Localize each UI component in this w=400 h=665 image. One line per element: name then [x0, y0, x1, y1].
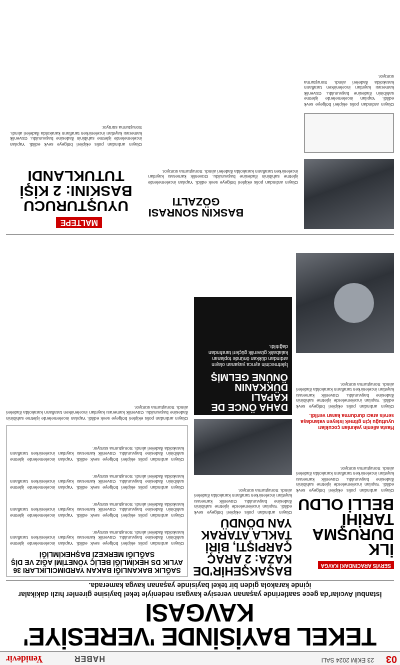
mid-story-body: Olayın ardından polis ekipleri bölgeye sevk edildi. Yapılan incelemelerde işletme sahibinin ifadesine başvuruldu. Güvenlik kamerası kayıtları incelenirken tarafların karakolda ifadeleri alındı. Soruşturma sürüyor. [194, 487, 292, 515]
ad-box [304, 113, 394, 153]
notice-body-1: Olayın ardından polis ekipleri bölgeye sevk edildi. Yapılan incelemelerde işletme sahibinin ifadesine başvuruldu. Güvenlik kamerası kayıtları incelenirken tarafların karakolda ifadeleri alındı. Soruşturma sürüyor. [10, 529, 184, 546]
lead-subhead: İstanbul Avcılar'da gece saatlerinde yaşanan veresiye kavgası nedeniyle tekel bayisine girenler hızlı dakikalar içinde karakola giden bir tekel bayisinde yaşanan kavga kamerada. [18, 581, 382, 597]
left-story-body: Olayın ardından polis ekipleri bölgeye sevk edildi. Yapılan incelemelerde işletme sahibinin ifadesine başvuruldu. Güvenlik kamerası kayıtları incelenirken tarafların karakolda ifadeleri alındı. Soruşturma sürüyor. [296, 465, 394, 493]
divider-lower [6, 234, 394, 235]
lower-mid-body: Olayın ardından polis ekipleri bölgeye sevk edildi. Yapılan incelemelerde işletme sahibinin ifadesine başvuruldu. Güvenlik kamerası kayıtları incelenirken tarafların karakolda ifadeleri alındı. Soruşturma sürüyor. [148, 168, 298, 185]
section-label: HABER [74, 654, 105, 663]
masthead-bar [0, 651, 400, 665]
caption-headline: DAHA ÖNCE DE KAPALI DÜKKANIN ÖNÜNE GELMİŞ [210, 371, 288, 412]
scene-photo [194, 419, 292, 475]
lower-right-tag: MALTEPE [56, 217, 102, 228]
notice-body-3: Olayın ardından polis ekipleri bölgeye sevk edildi. Yapılan incelemelerde işletme sahibinin ifadesine başvuruldu. Güvenlik kamerası kayıtları incelenirken tarafların karakolda ifadeleri alındı. Soruşturma sürüyor. [10, 473, 184, 490]
lower-mid-headline: BASKIN SONRASI GÖZALTI [148, 195, 244, 218]
page-number: 03 [385, 653, 397, 664]
health-notice [6, 425, 188, 577]
notice-body-4: Olayın ardından polis ekipleri bölgeye sevk edildi. Yapılan incelemelerde işletme sahibinin ifadesine başvuruldu. Güvenlik kamerası kayıtları incelenirken tarafların karakolda ifadeleri alındı. Soruşturma sürüyor. [10, 445, 184, 462]
newspaper-logo: Yenidevir [6, 654, 43, 664]
lower-photo [304, 159, 394, 229]
notice-title: SAĞLIK BAKANLIĞI BAKAN YARDIMCILIKLARI 36 AYLIK DS HEKİMLİĞİ BELİÇ YÖNETİMİ AĞIZ VE DİŞ SAĞLIĞI MERKEZİ BAŞHEKİMLİĞİ [10, 550, 184, 573]
date-line: 23 EKİM 2024 SALI [321, 656, 374, 662]
left-story-highlight: Hasta ailenin yakınları çocukları uyuttuğu için gitmek isteyen vatandaşa servis aracı durdurma kararı verildi. [300, 412, 394, 430]
lead-headline: TEKEL BAYİSİNDE 'VERESİYE' KAVGASI [23, 598, 377, 650]
notice-body-2: Olayın ardından polis ekipleri bölgeye sevk edildi. Yapılan incelemelerde işletme sahibinin ifadesine başvuruldu. Güvenlik kamerası kayıtları incelenirken tarafların karakolda ifadeleri alındı. Soruşturma sürüyor. [10, 501, 184, 518]
story-photo [296, 253, 394, 353]
lower-right-body: Olayın ardından polis ekipleri bölgeye sevk edildi. Yapılan incelemelerde işletme sahibinin ifadesine başvuruldu. Güvenlik kamerası kayıtları incelenirken tarafların karakolda ifadeleri alındı. Soruşturma sürüyor. [10, 125, 142, 147]
notice-continued: Olayın ardından polis ekipleri bölgeye sevk edildi. Yapılan incelemelerde işletme sahibinin ifadesine başvuruldu. Güvenlik kamerası kayıtları incelenirken tarafların karakolda ifadeleri alındı. Soruşturma sürüyor. [6, 404, 188, 421]
left-story-headline: İLK DURUŞMA TARİHİ BELLİ OLDU [298, 495, 394, 557]
divider [6, 580, 394, 581]
caption-text: İşletmecinin ayrıca yaşanan olayın ardından dükkan önünde toplanan kalabalık güvenlik güçleri tarafından dağıtıldı. [208, 343, 288, 367]
mid-story-headline: BAŞAKŞEHİR'DE KAZA: 2 ARAÇ ÇARPIŞTI, BİRİ TAKLA ATARAK YAN DÖNDÜ [193, 516, 292, 578]
lower-left-body: Olayın ardından polis ekipleri bölgeye sevk edildi. Yapılan incelemelerde işletme sahibinin ifadesine başvuruldu. Güvenlik kamerası kayıtları incelenirken tarafların karakolda ifadeleri alındı. Soruşturma sürüyor. [304, 74, 394, 107]
left-story-tag: SERVİS ARACINDAKİ KAVGA [318, 561, 394, 569]
photo-subject [334, 283, 374, 323]
left-story [296, 357, 394, 577]
lower-right-headline: UYUŞTURUCU BASKINI: 2 KİŞİ TUTUKLANDI [19, 167, 133, 214]
photo-caption-box [194, 297, 292, 415]
left-story-body-2: Olayın ardından polis ekipleri bölgeye sevk edildi. Yapılan incelemelerde işletme sahibinin ifadesine başvuruldu. Güvenlik kamerası kayıtları incelenirken tarafların karakolda ifadeleri alındı. Soruşturma sürüyor. [296, 381, 394, 409]
